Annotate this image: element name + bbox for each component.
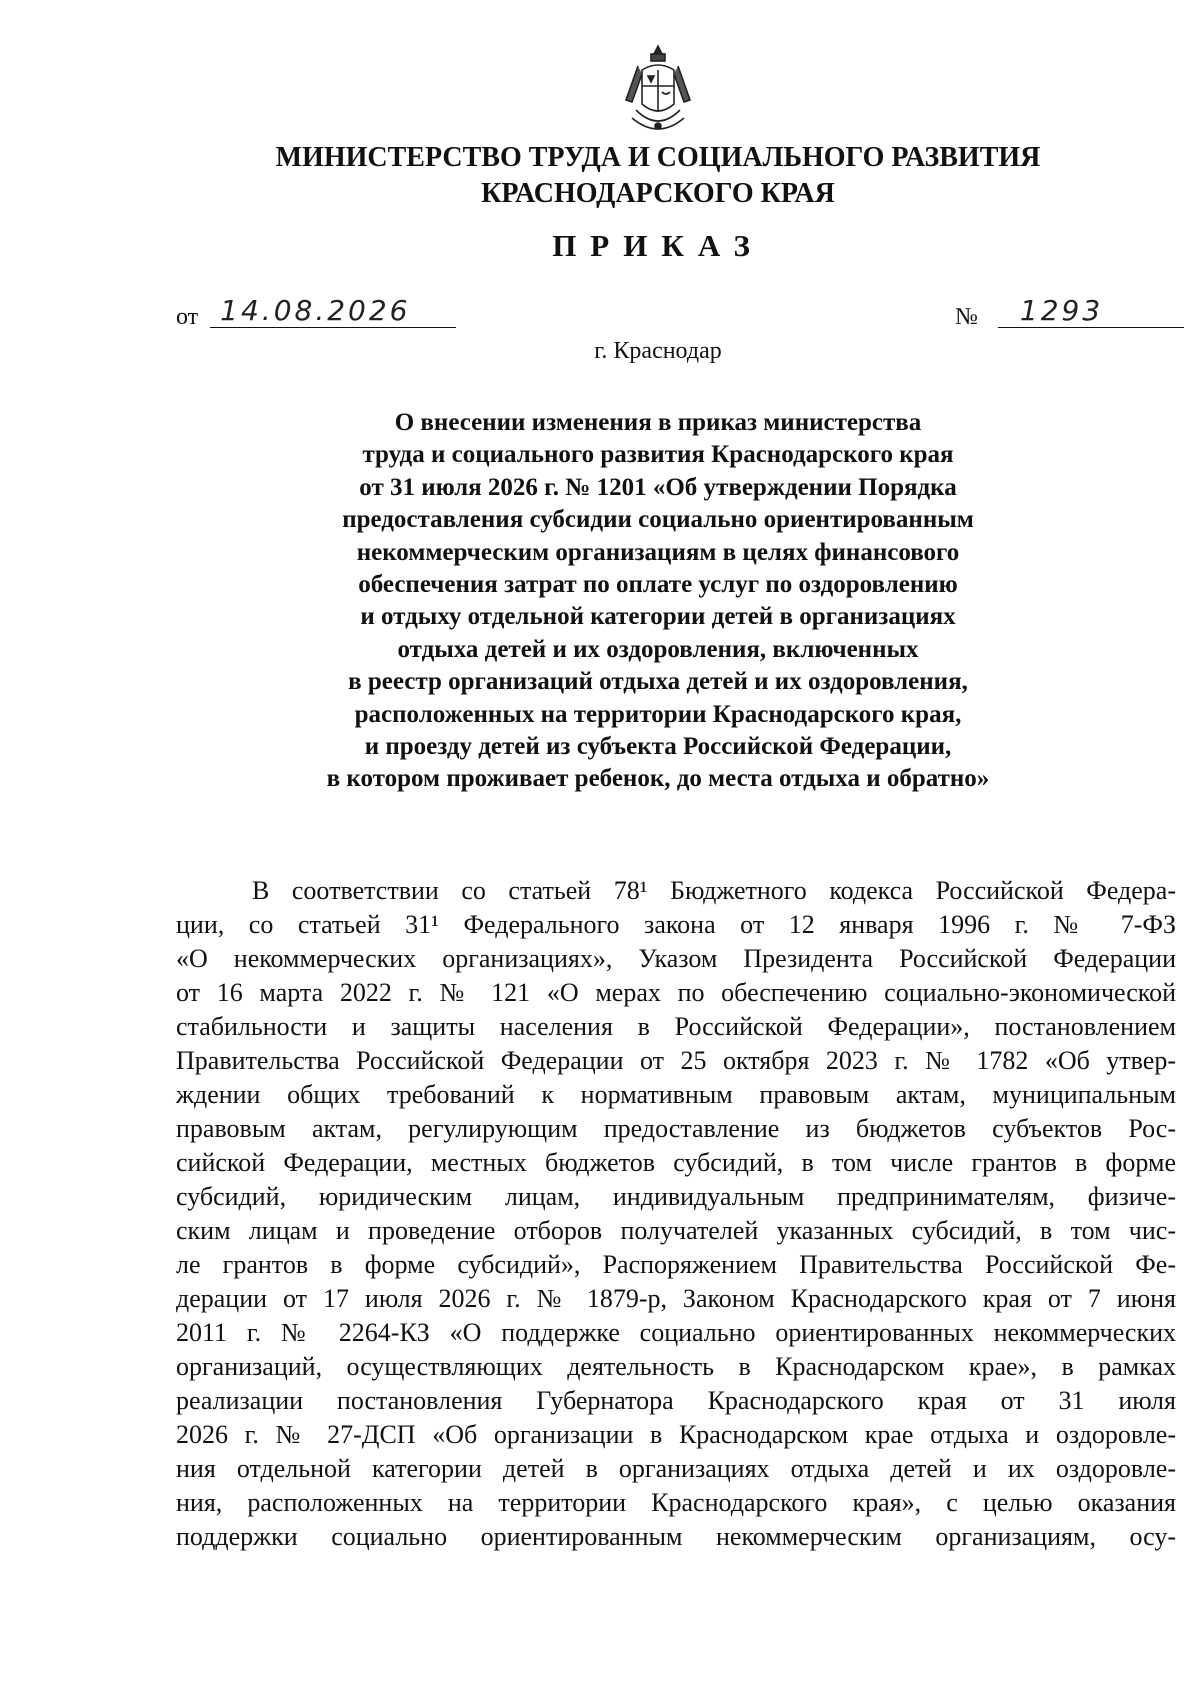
body-line: сийской Федерации, местных бюджетов субсидий, в том числе грантов в форме [176,1148,1176,1177]
title-line: и отдыху отдельной категории детей в организациях [360,603,956,631]
ministry-name-line-1: МИНИСТЕРСТВО ТРУДА И СОЦИАЛЬНОГО РАЗВИТИЯ [275,142,1041,173]
order-title [0,407,1200,796]
title-line: от 31 июля 2026 г. № 1201 «Об утверждении Порядка [359,473,957,501]
body-line: ния, расположенных на территории Краснодарского края», с целью оказания [176,1488,1176,1517]
body-line: ции, со статьей 31¹ Федерального закона от 12 января 1996 г. № 7-ФЗ [176,910,1176,939]
emblem-graphic [620,40,696,140]
title-line: предоставления субсидии социально ориентированным [342,506,974,534]
ministry-name [0,140,1200,212]
handwritten-date: 14.08.2026 [210,294,456,328]
number-field [955,294,1184,332]
body-line: ским лицам и проведение отборов получателей указанных субсидий, в том чис- [176,1216,1176,1245]
body-line: ле грантов в форме субсидий», Распоряжением Правительства Российской Фе- [176,1250,1176,1279]
number-prefix: № [955,304,978,330]
title-line: некоммерческим организациям в целях финансового [356,538,960,566]
body-line: дерации от 17 июля 2026 г. № 1879-р, Законом Краснодарского края от 7 июня [176,1284,1176,1313]
body-paragraph [176,874,1176,1554]
title-line: отдыха детей и их оздоровления, включенных [397,635,919,663]
body-line: «О некоммерческих организациях», Указом Президента Российской Федерации [176,944,1176,973]
title-line: О внесении изменения в приказ министерства [394,409,922,436]
body-line: Правительства Российской Федерации от 25 октября 2023 г. № 1782 «Об утвер- [176,1046,1176,1075]
title-line: труда и социального развития Краснодарского края [362,441,954,469]
document-type-heading: ПРИКАЗ [552,228,764,263]
title-line: расположенных на территории Краснодарского края, [354,700,962,728]
body-line: реализации постановления Губернатора Краснодарского края от 31 июля [176,1386,1176,1415]
body-line: 2011 г. № 2264-КЗ «О поддержке социально ориентированных некоммерческих [176,1318,1176,1347]
body-line: от 16 марта 2022 г. № 121 «О мерах по обеспечению социально-экономической [176,978,1176,1007]
date-prefix: от [176,304,199,330]
title-line: в реестр организаций отдыха детей и их оздоровления, [348,668,968,696]
body-line: поддержки социально ориентированным некоммерческим организациям, осу- [176,1522,1176,1551]
body-line: В соответствии со статьей 78¹ Бюджетного кодекса Российской Федера- [252,876,1176,905]
body-line: субсидий, юридическим лицам, индивидуальным предпринимателям, физиче- [176,1182,1176,1211]
body-line: стабильности и защиты населения в Российской Федерации», постановлением [176,1012,1176,1041]
title-line: обеспечения затрат по оплате услуг по оздоровлению [358,571,958,599]
body-line: ния отдельной категории детей в организациях отдыха детей и их оздоровле- [176,1454,1176,1483]
city-label: г. Краснодар [594,338,722,364]
title-line: в котором проживает ребенок, до места отдыха и обратно» [326,765,990,793]
date-field [176,294,456,332]
body-line: 2026 г. № 27-ДСП «Об организации в Краснодарском крае отдыха и оздоровле- [176,1420,1176,1449]
body-line: правовым актам, регулирующим предоставление из бюджетов субъектов Рос- [176,1114,1176,1143]
handwritten-number: 1293 [998,294,1184,328]
coat-of-arms-icon [620,40,696,140]
body-line: организаций, осуществляющих деятельность в Краснодарском крае», в рамках [176,1352,1176,1381]
body-line: ждении общих требований к нормативным правовым актам, муниципальным [176,1080,1176,1109]
ministry-name-line-2: КРАСНОДАРСКОГО КРАЯ [481,178,835,209]
title-line: и проезду детей из субъекта Российской Федерации, [364,733,952,761]
